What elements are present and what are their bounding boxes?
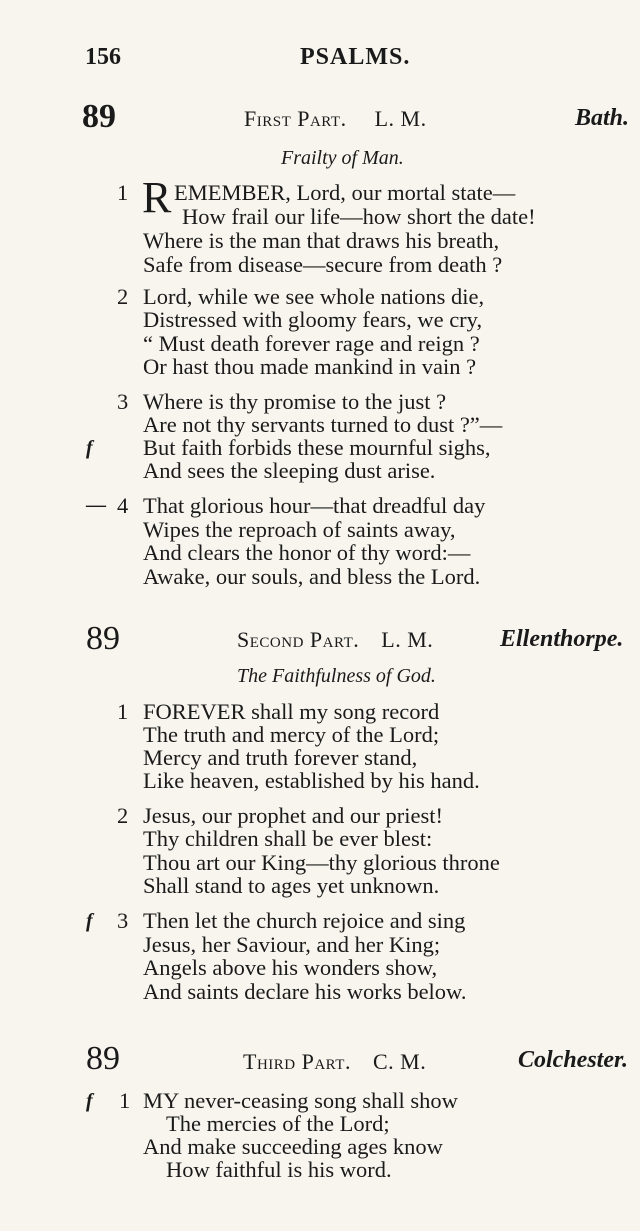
verse-line: And saints declare his works below. [143,979,467,1004]
subtitle: The Faithfulness of God. [237,665,436,687]
page-number: 156 [85,44,121,70]
verse-line: And sees the sleeping dust arise. [143,458,436,483]
verse-line: Then let the church rejoice and sing [143,908,466,933]
verse-line: Where is thy promise to the just ? [143,389,447,414]
verse-line: Or hast thou made mankind in vain ? [143,354,477,379]
verse-line: Distressed with gloomy fears, we cry, [143,307,483,332]
verse-line: Lord, while we see whole nations die, [143,284,485,309]
part-title [237,627,433,653]
verse-number: 2 [117,803,129,828]
psalm-number: 89 [86,1040,120,1077]
meter-label: C. M. [372,1049,427,1074]
psalm-number: 89 [86,620,120,657]
dynamic-mark: — [86,494,106,516]
verse-number: 2 [117,284,129,309]
verse-line: Wipes the reproach of saints away, [143,517,456,542]
verse-line: Jesus, our prophet and our priest! [143,803,443,828]
verse-number: 3 [117,389,129,414]
part-title [244,106,427,132]
tune-name: Bath. [575,105,630,131]
subtitle: Frailty of Man. [281,147,404,169]
verse-number: 4 [117,493,129,518]
drop-cap: R [142,173,172,222]
verse-line: Where is the man that draws his breath, [143,228,500,253]
meter-label: L. M. [381,627,434,652]
verse-line: Are not thy servants turned to dust ?”— [143,412,503,437]
verse-line: FOREVER shall my song record [143,699,440,724]
meter-label: L. M. [374,106,427,131]
dynamic-mark: f [86,1090,93,1112]
verse-line: Thy children shall be ever blest: [143,826,433,851]
verse-number: 3 [117,908,129,933]
verse-line: Like heaven, established by his hand. [143,768,480,793]
verse-line: And make succeeding ages know [143,1134,443,1159]
running-title: PSALMS. [300,44,411,70]
verse-number: 1 [117,180,129,205]
psalm-number: 89 [82,98,116,135]
part-label: First Part. [244,106,347,131]
verse-line: How faithful is his word. [166,1157,392,1182]
verse-line: Thou art our King—thy glorious throne [143,850,500,875]
verse-line: “ Must death forever rage and reign ? [143,331,480,356]
verse-line: Mercy and truth forever stand, [143,745,418,770]
verse-line: Awake, our souls, and bless the Lord. [143,564,481,589]
verse-line: Jesus, her Saviour, and her King; [143,932,441,957]
dynamic-mark: f [86,437,93,459]
verse-line: The mercies of the Lord; [166,1111,390,1136]
tune-name: Colchester. [518,1047,629,1073]
verse-line: But faith forbids these mournful sighs, [143,435,491,460]
verse-number: 1 [117,699,129,724]
verse-line: EMEMBER, Lord, our mortal state— [174,180,516,205]
tune-name: Ellenthorpe. [500,626,624,652]
verse-line: Angels above his wonders show, [143,955,438,980]
verse-line: Shall stand to ages yet unknown. [143,873,440,898]
verse-line: Safe from disease—secure from death ? [143,252,503,277]
part-label: Third Part. [243,1049,351,1074]
verse-line: MY never-ceasing song shall show [143,1088,458,1113]
verse-line: How frail our life—how short the date! [182,204,536,229]
verse-number: 1 [119,1088,131,1113]
verse-line: That glorious hour—that dreadful day [143,493,486,518]
part-label: Second Part. [237,627,360,652]
verse-line: The truth and mercy of the Lord; [143,722,440,747]
verse-line: And clears the honor of thy word:— [143,540,471,565]
part-title [243,1049,426,1075]
dynamic-mark: f [86,910,93,932]
